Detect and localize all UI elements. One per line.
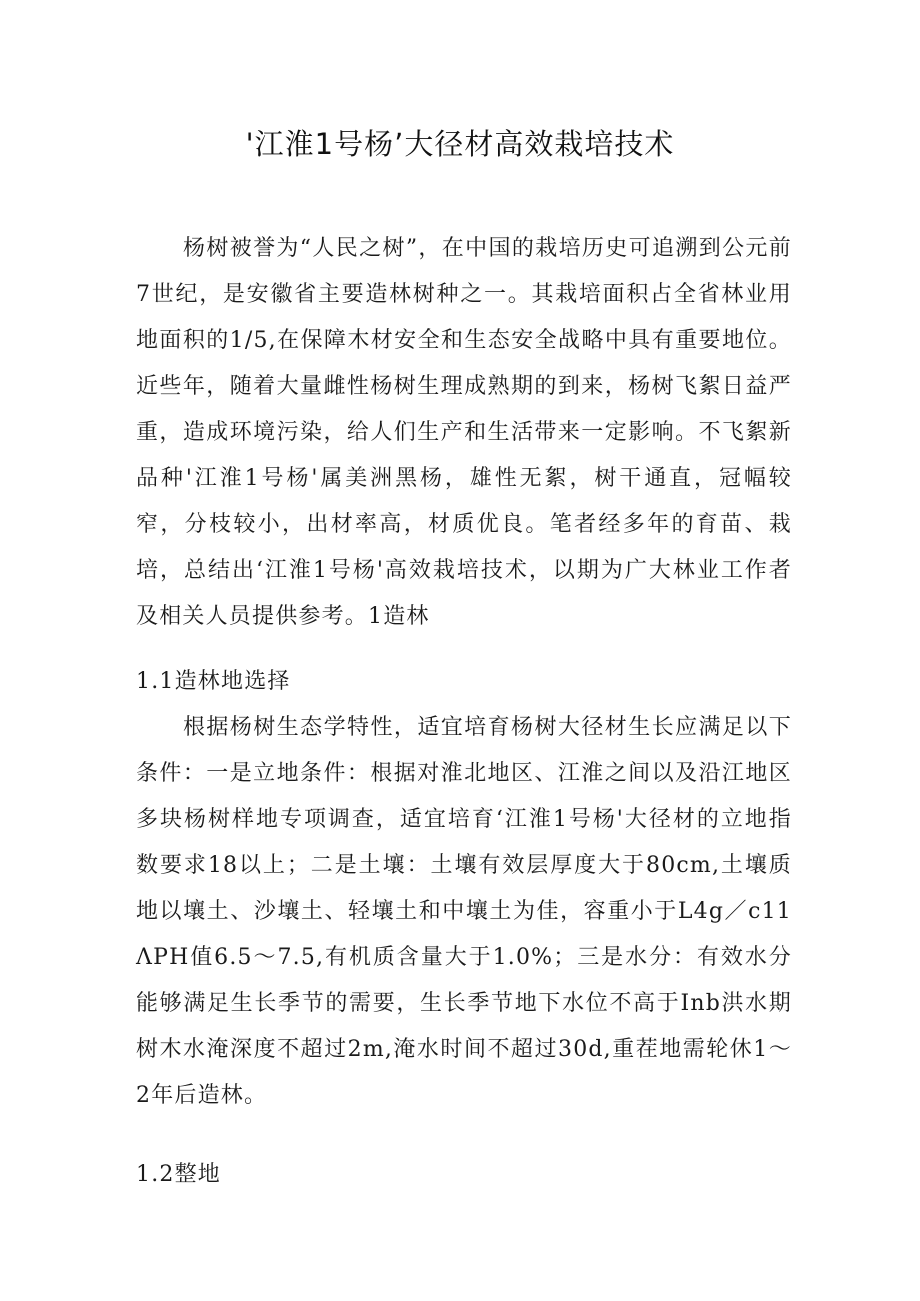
site-selection-paragraph: 根据杨树生态学特性，适宜培育杨树大径材生长应满足以下条件：一是立地条件：根据对淮北地区、江淮之间以及沿江地区多块杨树样地专项调查，适宜培育‘江淮1号杨'大径材的立地指数要求18以上；二是土壤：土壤有效层厚度大于80cm,土壤质地以壤土、沙壤土、轻壤土和中壤土为佳，容重小于L4g／c11ΛPH值6.5～7.5,有机质含量大于1.0%；三是水分：有效水分能够满足生长季节的需要，生长季节地下水位不高于Inb洪水期树木水淹深度不超过2m,淹水时间不超过30d,重茬地需轮休1～2年后造林。 — [136, 715, 792, 1108]
intro-paragraph: 杨树被誉为“人民之树”，在中国的栽培历史可追溯到公元前7世纪，是安徽省主要造林树种之一。其栽培面积占全省林业用地面积的1/5,在保障木材安全和生态安全战略中具有重要地位。近些年，随着大量雌性杨树生理成熟期的到来，杨树飞絮日益严重，造成环境污染，给人们生产和生活带来一定影响。不飞絮新品种'江淮1号杨'属美洲黑杨，雄性无絮，树干通直，冠幅较窄，分枝较小，出材率高，材质优良。笔者经多年的育苗、栽培，总结出‘江淮1号杨'高效栽培技术，以期为广大林业工作者及相关人员提供参考。1造林 — [136, 236, 792, 629]
section-heading-1-2: 1.2整地 — [136, 1162, 221, 1187]
document-title: '江淮1号杨’大径材高效栽培技术 — [245, 127, 675, 161]
section-heading-1-1: 1.1造林地选择 — [136, 669, 291, 694]
